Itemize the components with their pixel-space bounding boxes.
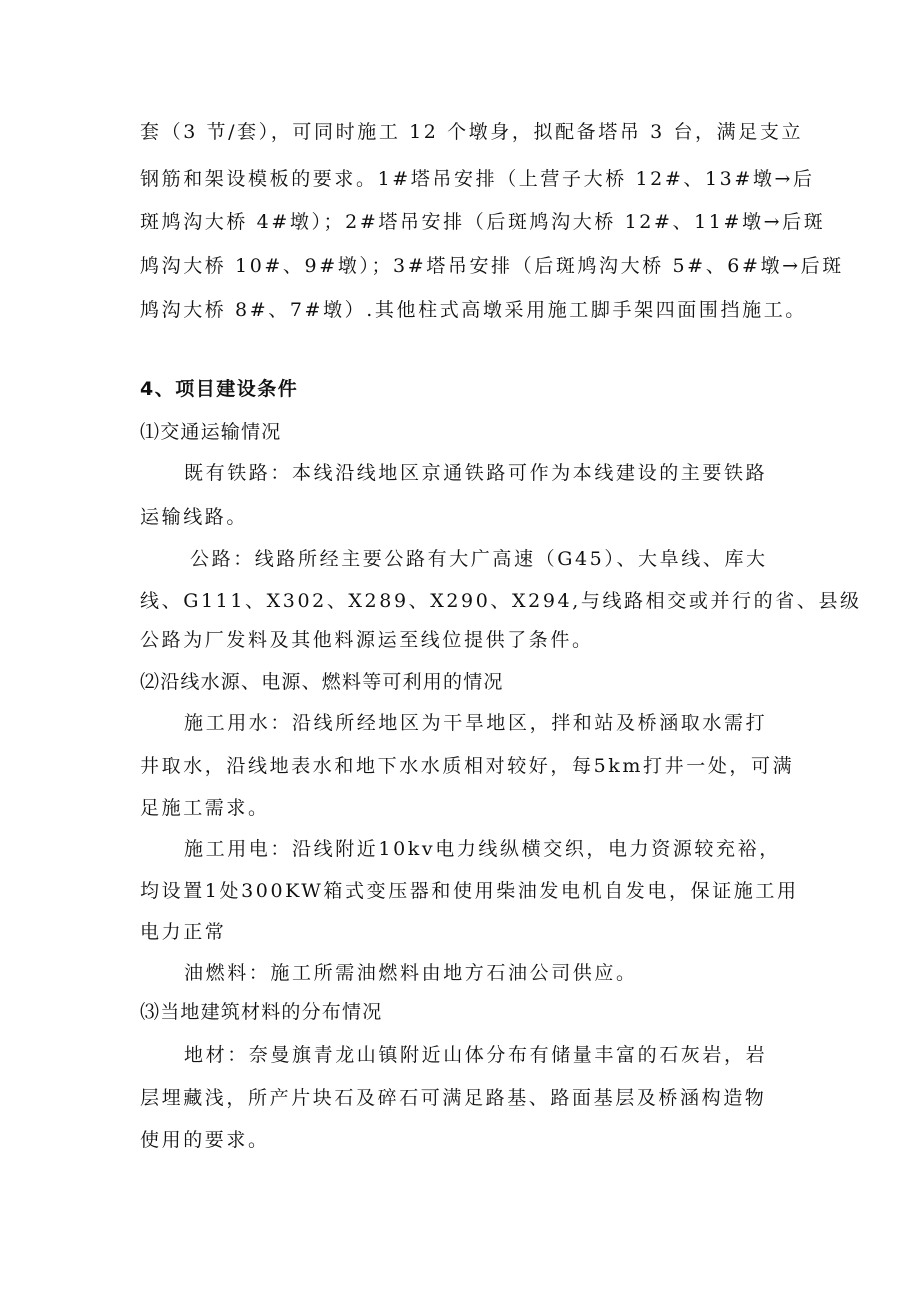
subsection-title: ⑶当地建筑材料的分布情况 — [140, 1001, 383, 1023]
paragraph-line: 足施工需求。 — [140, 797, 270, 819]
paragraph-line: 套（3 节/套），可同时施工 12 个墩身，拟配备塔吊 3 台，满足支立 — [140, 121, 804, 143]
paragraph-line: 使用的要求。 — [140, 1129, 270, 1151]
paragraph-line: 施工用水：沿线所经地区为干旱地区，拌和站及桥涵取水需打 — [184, 712, 768, 734]
paragraph-line: 钢筋和架设模板的要求。1#塔吊安排（上营子大桥 12#、13#墩→后 — [140, 168, 815, 190]
paragraph-line: 均设置1处300KW箱式变压器和使用柴油发电机自发电，保证施工用 — [140, 880, 799, 902]
subsection-title: ⑵沿线水源、电源、燃料等可利用的情况 — [140, 671, 504, 693]
paragraph-line: 既有铁路：本线沿线地区京通铁路可作为本线建设的主要铁路 — [184, 462, 768, 484]
paragraph-line: 斑鸠沟大桥 4#墩）；2#塔吊安排（后斑鸠沟大桥 12#、11#墩→后斑 — [140, 211, 826, 233]
section-heading: 4、项目建设条件 — [140, 378, 299, 400]
paragraph-line: 线、G111、X302、X289、X290、X294,与线路相交或并行的省、县级 — [140, 590, 862, 612]
paragraph-line: 施工用电：沿线附近10kv电力线纵横交织，电力资源较充裕， — [184, 838, 781, 860]
paragraph-line: 井取水，沿线地表水和地下水水质相对较好，每5km打井一处，可满 — [140, 755, 795, 777]
paragraph-line: 层埋藏浅，所产片块石及碎石可满足路基、路面基层及桥涵构造物 — [140, 1087, 767, 1109]
paragraph-line: 鸠沟大桥 8#、7#墩）.其他柱式高墩采用施工脚手架四面围挡施工。 — [140, 299, 807, 321]
paragraph-line: 公路：线路所经主要公路有大广高速（G45）、大阜线、库大 — [190, 548, 768, 570]
paragraph-line: 运输线路。 — [140, 506, 249, 528]
paragraph-line: 公路为厂发料及其他料源运至线位提供了条件。 — [140, 629, 594, 651]
paragraph-line: 电力正常 — [140, 921, 227, 943]
paragraph-line: 地材：奈曼旗青龙山镇附近山体分布有储量丰富的石灰岩，岩 — [184, 1044, 768, 1066]
paragraph-line: 油燃料：施工所需油燃料由地方石油公司供应。 — [184, 962, 638, 984]
subsection-title: ⑴交通运输情况 — [140, 421, 282, 443]
paragraph-line: 鸠沟大桥 10#、9#墩）；3#塔吊安排（后斑鸠沟大桥 5#、6#墩→后斑 — [140, 255, 844, 277]
